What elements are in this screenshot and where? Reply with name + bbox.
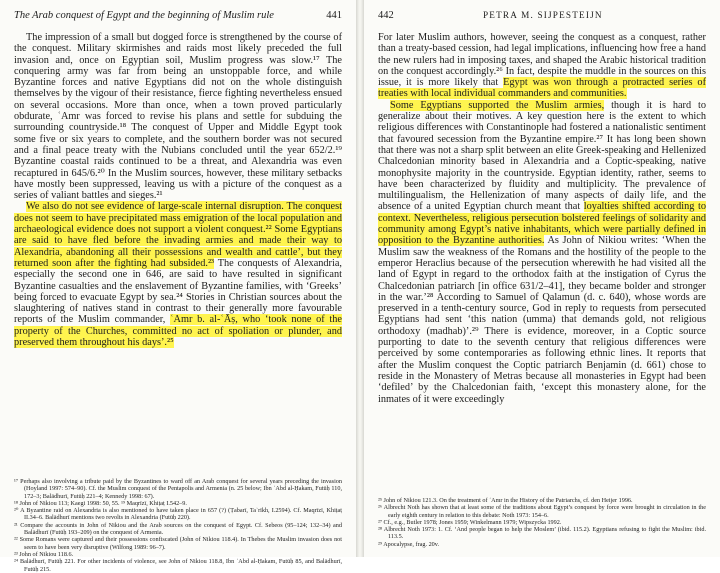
- footnote: ²⁵ John of Nikiou 121.3. On the treatment of ʿAmr in the History of the Patriarchs, cf. den Heijer 1996.: [378, 497, 633, 504]
- highlighted-text: Some Egyptians supported the Muslim armies,: [390, 99, 605, 111]
- paragraph: [378, 32, 706, 100]
- paragraph-text: though it is hard to generalize about their motives. A key question here is the extent to which religious differences with Constantinople had fostered a nationalistic sentiment that favoured secession from the Byzantine empire.²⁷ It has long been shown that there was not a sharp split between an elite Greek-speaking and Hellenized Chalcedonian minority based in Alexandria and a Coptic-speaking, native monophysite majority in the countryside. Egyptian identity, rather, seems to have been characterized by fluidity and multiplicity. The prevalence of multilingualism, the Hellenization of many aspects of daily life, and the absence of a united Egyptian church meant that: [378, 99, 707, 213]
- running-author: PETRA M. SIJPESTEIJN: [483, 10, 603, 20]
- footnote: ²⁴ Balādhurī, Futūḥ 221. For other incidents of violence, see John of Nikiou 118.8, Ibn ʿAbd al-Ḥakam, Futūḥ 85, and Balādhurī, Futūḥ 215.: [14, 558, 342, 573]
- right-body-text: [378, 32, 706, 405]
- paragraph: [378, 100, 706, 405]
- left-body-text: [14, 32, 342, 348]
- footnote: ²³ John of Nikiou 118.6.: [14, 550, 74, 558]
- book-gutter: [356, 0, 364, 557]
- footnote: ²⁹ Apocalypse, frag. 20v.: [378, 540, 440, 548]
- footnote: ²⁸ Albrecht Noth 1973: 1. Cf. ‘And people began to help the Moslem’ (ibid. 115.2). Egyptians refusing to fight the Muslim: ibid. 113.5.: [378, 526, 706, 541]
- highlighted-text: Egypt was won through a protracted series of treaties with local individual commanders and communities.: [378, 77, 706, 100]
- paragraph: [14, 201, 342, 348]
- left-footnotes: [14, 478, 342, 573]
- paragraph-text: For later Muslim authors, however, seeing the conquest as a conquest, rather than a treaty-based cession, had legal implications, influencing how free a hand the new rulers had in imposing taxes, and shaped the Arabic historical tradition on the conquest accordingly.²⁶ In fact, despite the muddle in the sources on this issue, it is more likely that: [378, 32, 706, 89]
- footnote: ²⁷ Cf., e.g., Butler 1978; Jones 1959; Winkelmann 1979; Wipszycka 1992.: [378, 518, 562, 526]
- right-page-header: [378, 10, 706, 26]
- footnote: ²⁶ Albrecht Noth has shown that at least some of the traditions about Egypt’s conquest by force were brought in circulation in the early eighth century in relation to this debate: Noth 1973: 154–6.: [378, 504, 706, 519]
- footnote: ²⁰ A Byzantine raid on Alexandria is also mentioned to have taken place in 657 (?) (Ṭabarī, Taʾrīkh, I.2594). Cf. Maqrīzī, Khiṭaṭ II.34–6. Balādhurī mentions two revolts in Alexandria (Futūḥ 220).: [14, 507, 342, 522]
- footnote: ²¹ Compare the accounts in John of Nikiou and the Arab sources on the conquest of Egypt. Cf. Sebeos (95–124; 132–34) and Balādhurī (Futūḥ 193–209) on the conquest of Armenia.: [14, 521, 342, 537]
- highlighted-text: loyalties shifted according to context. Nevertheless, religious persecution bolstered feelings of solidarity and community among Egypt’s native inhabitants, which were partially defined in opposition to the Byzantine authorities.: [378, 201, 706, 247]
- right-footnotes: [378, 497, 706, 548]
- page-number: 441: [326, 10, 342, 21]
- footnote: ²² Some Romans were captured and their possessions confiscated (John of Nikiou 118.4). In Thebes the Muslim invasion does not seem to have been very disruptive (Wilfong 1989: 96–7).: [14, 536, 342, 551]
- right-page: [364, 0, 720, 557]
- chapter-title: The Arab conquest of Egypt and the beginning of Muslim rule: [14, 10, 274, 21]
- highlighted-text: We also do not see evidence of large-scale internal disruption. The conquest does not seem to have precipitated mass emigration of the local population and archaeological evidence does not support a violent conquest.²² Some Egyptians are said to have fled before the invading armies and made their way to Alexandria, abandoning all their possessions and wealth and cattle’, but they returned soon after the fighting had subsided.²³: [14, 201, 342, 269]
- paragraph-text: The conquests of Alexandria, especially the second one in 646, are said to have resulted in significant Byzantine casualties and the enslavement of Byzantine families, with ‘Greeks’ being forced to evacuate Egypt by sea.²⁴ Stories in Christian sources about the slaughtering of natives stand in contrast to their generally more favourable reports of the Muslim commander,: [14, 257, 342, 326]
- left-page: [0, 0, 356, 573]
- footnote: ¹⁷ Perhaps also involving a tribute paid by the Byzantines to ward off an Arab conquest for several years preceding the invasion (Hoyland 1997: 574–90). Cf. the Muslim conquest of the Pentapolis and Armenia (n. 25 below; Ibn ʿAbd al-Ḥakam, Futūḥ 110, 172–3; Balādhurī, Futūḥ 221–4; Kennedy 1998: 67).: [14, 478, 342, 500]
- page-number: 442: [378, 10, 394, 21]
- footnote: ¹⁸ John of Nikiou 113; Kaegi 1998: 50, 55. ¹⁹ Maqrīzī, Khiṭaṭ I.542–9.: [14, 499, 187, 507]
- paragraph: The impression of a small but dogged force is strengthened by the course of the conquest. Military skirmishes and raids most likely preceded the full invasion and, once on Egyptian soil, Muslim progress was slow.¹⁷ The conquering army was far from being an unstoppable force, and while Byzantine forces and native Egyptians did not on the whole distinguish themselves by the vigour of their resistance, fierce fighting nevertheless ensued on several occasions. More than once, when a town proved particularly obdurate, ʿAmr was forced to revise his plans and settle for subduing the surrounding countryside.¹⁸ The conquest of Upper and Middle Egypt took some five or six years to complete, and the southern border was not secured and a final peace treaty with the Nubians concluded until the year 652/2.¹⁹ Byzantine coastal raids continued to be a threat, and Alexandria was even recaptured in 645/6.²⁰ In the Muslim sources, however, these military setbacks have mostly been suppressed, leaving us with a picture of the conquest as a series of valiant battles and sieges.²¹: [14, 32, 342, 202]
- paragraph-text: As John of Nikiou writes: ‘When the Muslim saw the weakness of the Romans and the hostility of the people to the emperor Heraclius because of the persecution wherewith he had visited all the land of Egypt in regard to the orthodox faith at the instigation of Cyrus the Chalcedonian patriarch [in office 631/2–41], they became bolder and stronger in the war.’²⁸ According to Samuel of Qalamun (d. c. 640), whose words are preserved in a tenth-century source, God in reply to requests from persecuted Egyptians had sent ‘this nation (umma) that demands gold, not religious orthodoxy (madhab)’.²⁹ There is evidence, moreover, in a Coptic source purporting to date to the seventh century that religious differences were perceived by some contemporaries as following ethnic lines. It reports that after the Muslim conquest the Coptic patriarch Benjamin (d. 661) chose to reside in the Monastery of Metras because all monasteries in Egypt had been ‘defiled’ by the Chalcedonian faith, ‘except this monastery alone, for the inmates of it were exceedingly: [378, 235, 706, 405]
- left-page-header: [14, 10, 342, 26]
- highlighted-text: ʿAmr b. al-ʿĀṣ, who ‘took none of the property of the Churches, committed no act of spoliation or plunder, and preserved them throughout his days’.²⁵: [14, 314, 342, 349]
